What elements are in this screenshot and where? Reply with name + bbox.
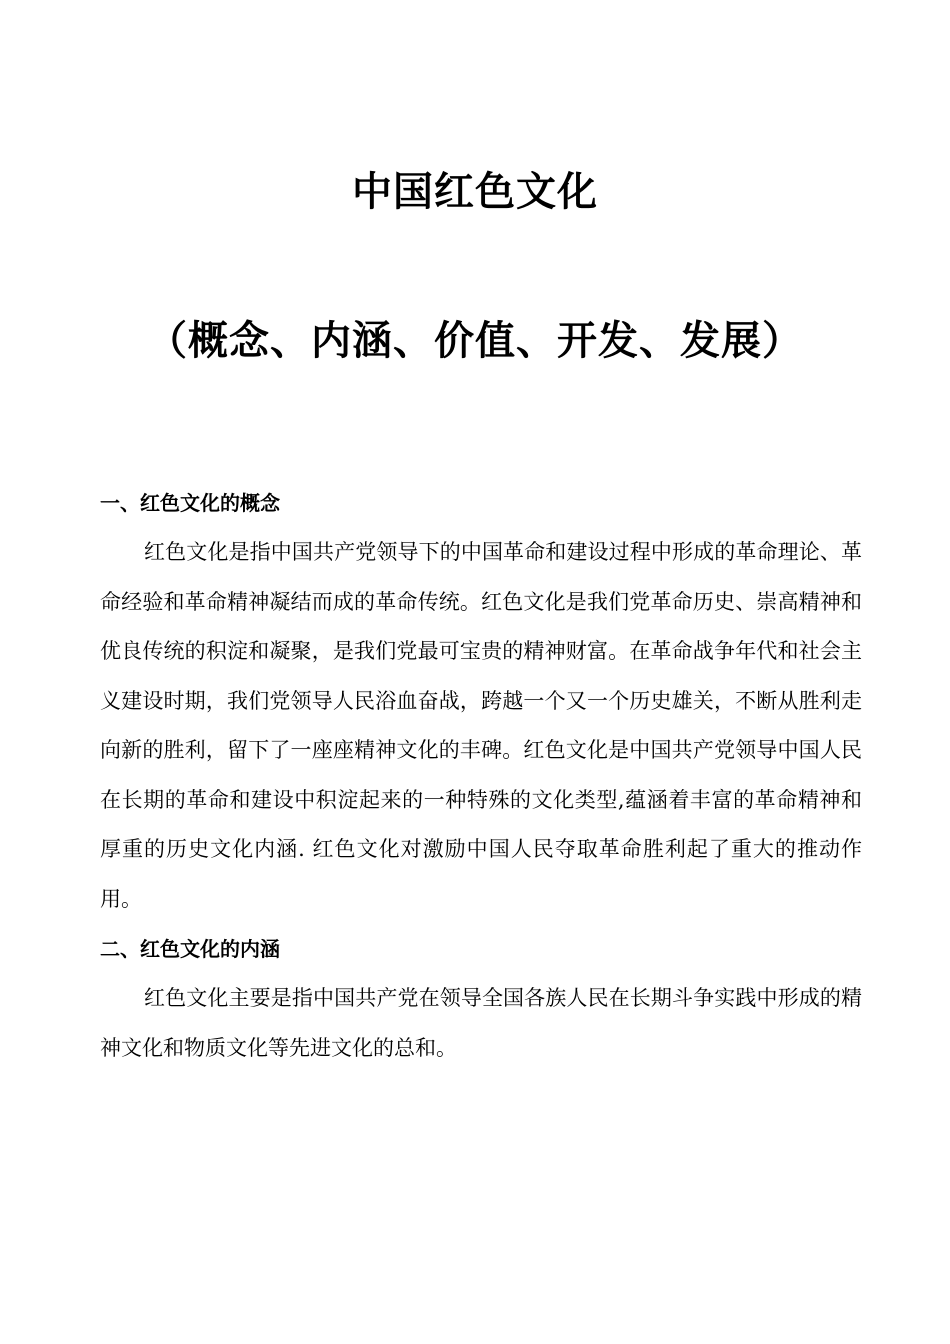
document-subtitle: （概念、内涵、价值、开发、发展） bbox=[147, 317, 803, 364]
section-paragraph: 红色文化是指中国共产党领导下的中国革命和建设过程中形成的革命理论、革命经验和革命精神凝结而成的革命传统。红色文化是我们党革命历史、崇高精神和优良传统的积淀和凝聚，是我们党最可宝贵的精神财富。在革命战争年代和社会主义建设时期，我们党领导人民浴血奋战，跨越一个又一个历史雄关，不断从胜利走向新的胜利，留下了一座座精神文化的丰碑。红色文化是中国共产党领导中国人民在长期的革命和建设中积淀起来的一种特殊的文化类型,蕴涵着丰富的革命精神和厚重的历史文化内涵. 红色文化对激励中国人民夺取革命胜利起了重大的推动作用。 bbox=[100, 540, 862, 911]
section-heading: 二、红色文化的内涵 bbox=[100, 937, 280, 961]
section-connotation bbox=[100, 924, 862, 1073]
section-concept bbox=[100, 478, 862, 924]
section-paragraph: 红色文化主要是指中国共产党在领导全国各族人民在长期斗争实践中形成的精神文化和物质文化等先进文化的总和。 bbox=[100, 986, 862, 1060]
document-body bbox=[100, 478, 862, 1073]
document-title: 中国红色文化 bbox=[352, 168, 598, 215]
section-heading: 一、红色文化的概念 bbox=[100, 491, 280, 515]
